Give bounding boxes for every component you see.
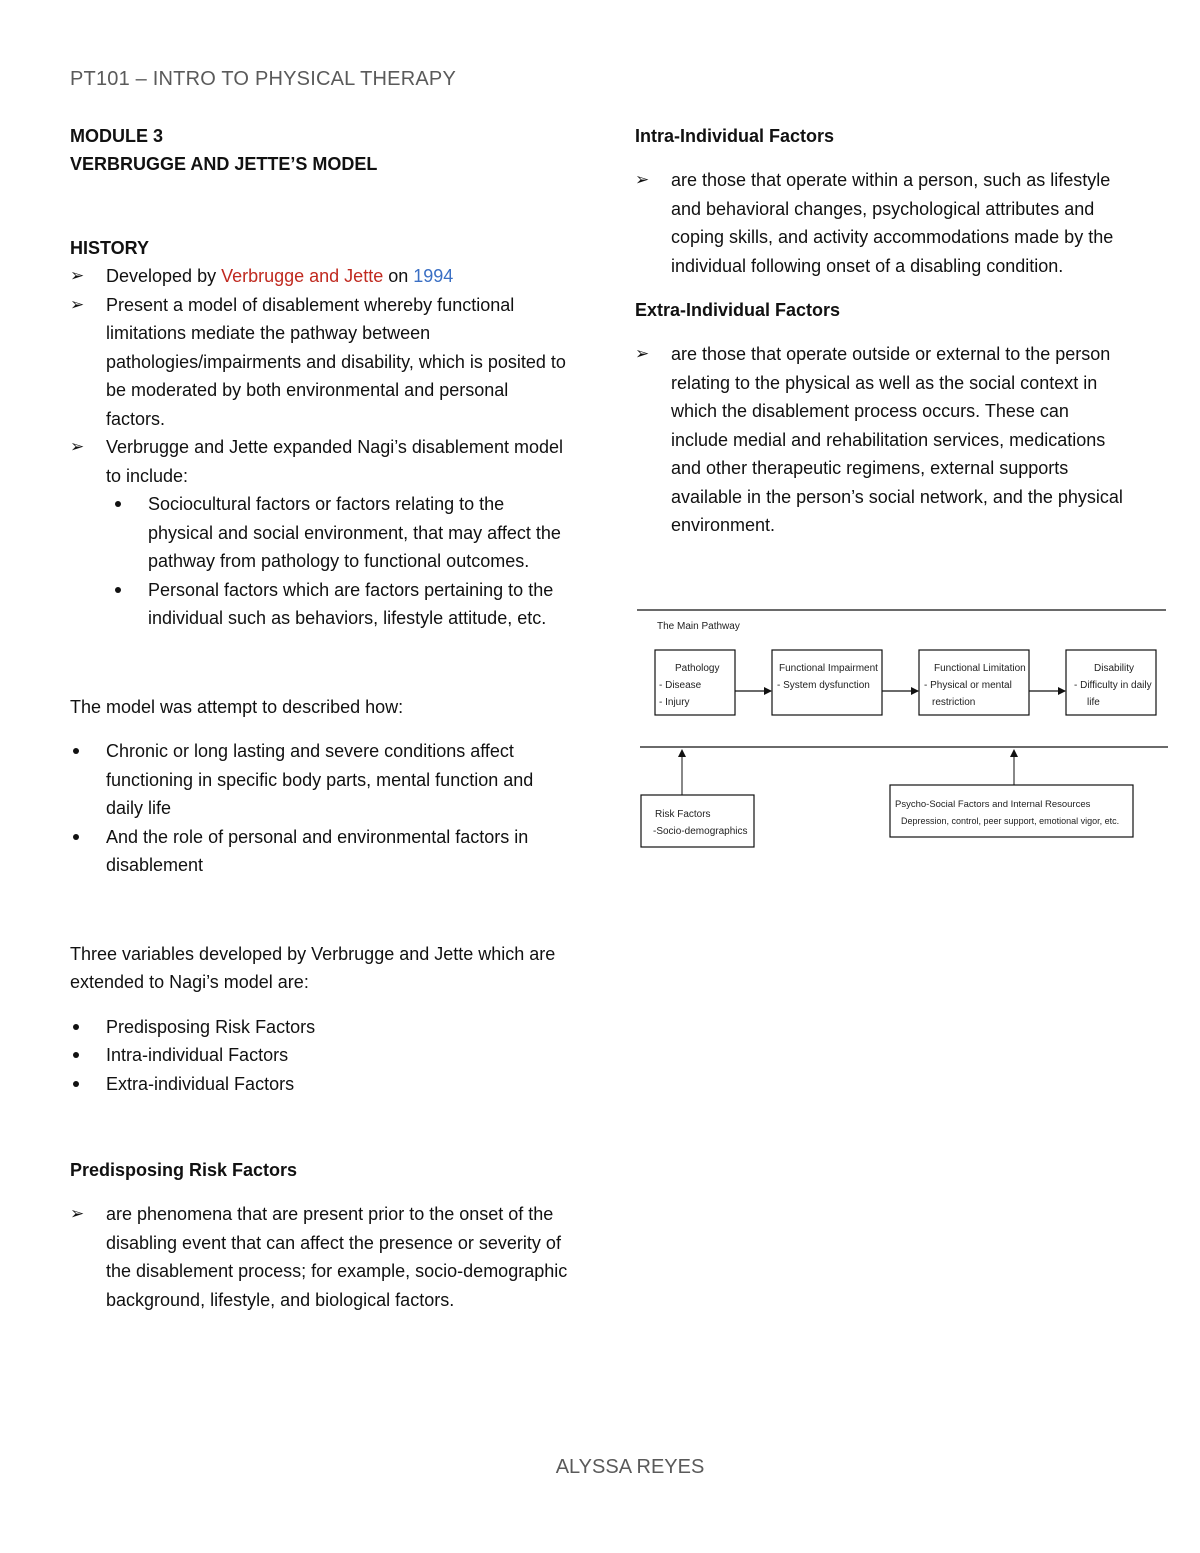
- variable-item: Extra-individual Factors: [70, 1070, 570, 1099]
- psycho-line1: Depression, control, peer support, emotional vigor, etc.: [901, 816, 1120, 826]
- impairment-title: Functional Impairment: [779, 663, 878, 674]
- expanded-sublist: [112, 490, 570, 633]
- variables-list: [70, 1013, 570, 1099]
- risk-title: Risk Factors: [655, 809, 711, 820]
- psychosocial-box: [890, 785, 1133, 837]
- disablement-diagram: [637, 605, 1168, 855]
- history-item-model: ➢ Present a model of disablement whereby functional limitations mediate the pathway between pathologies/impairments and disability, which is posited to be moderated by both environmental and personal factors.: [70, 291, 570, 434]
- extra-list: [635, 340, 1130, 540]
- variables-intro: Three variables developed by Verbrugge and Jette which are extended to Nagi’s model are:: [70, 943, 556, 992]
- limitation-line1: - Physical or mental: [924, 680, 1012, 691]
- model-title: VERBRUGGE AND JETTE’S MODEL: [70, 154, 378, 174]
- disability-title: Disability: [1094, 663, 1135, 674]
- model-intro: The model was attempt to described how:: [70, 696, 404, 717]
- left-column: [70, 122, 570, 1314]
- history-item-developed: ➢ Developed by Verbrugge and Jette on 1994: [70, 262, 570, 291]
- predisposing-list: [70, 1200, 570, 1314]
- disability-line1: - Difficulty in daily: [1074, 680, 1152, 691]
- module-number: MODULE 3: [70, 126, 164, 146]
- risk-factors-box: [641, 795, 754, 847]
- history-heading: HISTORY: [70, 238, 150, 258]
- impairment-line1: - System dysfunction: [777, 680, 870, 691]
- variable-item: Predisposing Risk Factors: [70, 1013, 570, 1042]
- main-pathway-label: The Main Pathway: [657, 621, 740, 632]
- limitation-line2: restriction: [932, 697, 976, 708]
- model-points-list: [70, 737, 570, 880]
- history-item-expanded: ➢ Verbrugge and Jette expanded Nagi’s disablement model to include:: [70, 433, 570, 490]
- limitation-title: Functional Limitation: [934, 663, 1026, 674]
- document-footer: ALYSSA REYES: [555, 1456, 705, 1478]
- authors-highlight: Verbrugge and Jette: [221, 266, 384, 286]
- history-list: [70, 262, 570, 490]
- intra-heading: Intra-Individual Factors: [635, 126, 835, 146]
- right-column: [635, 122, 1130, 540]
- disability-line2: life: [1087, 697, 1100, 708]
- pathology-title: Pathology: [675, 663, 720, 674]
- model-point: And the role of personal and environmental factors in disablement: [70, 823, 570, 880]
- document-header: PT101 – INTRO TO PHYSICAL THERAPY: [70, 68, 456, 90]
- year-highlight: 1994: [413, 266, 454, 286]
- intra-list: [635, 166, 1130, 280]
- sublist-item-personal: Personal factors which are factors pertaining to the individual such as behaviors, lifestyle attitude, etc.: [112, 576, 570, 633]
- risk-line1: -Socio-demographics: [653, 826, 748, 837]
- extra-heading: Extra-Individual Factors: [635, 300, 841, 320]
- pathology-line1: - Disease: [659, 680, 702, 691]
- variable-item: Intra-individual Factors: [70, 1041, 570, 1070]
- sublist-item-sociocultural: Sociocultural factors or factors relating to the physical and social environment, that may affect the pathway from pathology to functional outcomes.: [112, 490, 570, 576]
- predisposing-text: ➢ are phenomena that are present prior to the onset of the disabling event that can affect the presence or severity of the disablement process; for example, socio-demographic background, lifestyle, and biological factors.: [70, 1200, 570, 1314]
- psycho-title: Psycho-Social Factors and Internal Resources: [895, 799, 1091, 810]
- intra-text: ➢ are those that operate within a person, such as lifestyle and behavioral changes, psychological attributes and coping skills, and activity accommodations made by the individual following onset of a disabling condition.: [635, 166, 1130, 280]
- predisposing-heading: Predisposing Risk Factors: [70, 1160, 298, 1180]
- pathology-line2: - Injury: [659, 697, 690, 708]
- model-point: Chronic or long lasting and severe conditions affect functioning in specific body parts, mental function and daily life: [70, 737, 570, 823]
- extra-text: ➢ are those that operate outside or external to the person relating to the physical as well as the social context in which the disablement process occurs. These can include medial and rehabilitation services, medications and other therapeutic regimens, external supports available in the person’s social network, and the physical environment.: [635, 340, 1130, 540]
